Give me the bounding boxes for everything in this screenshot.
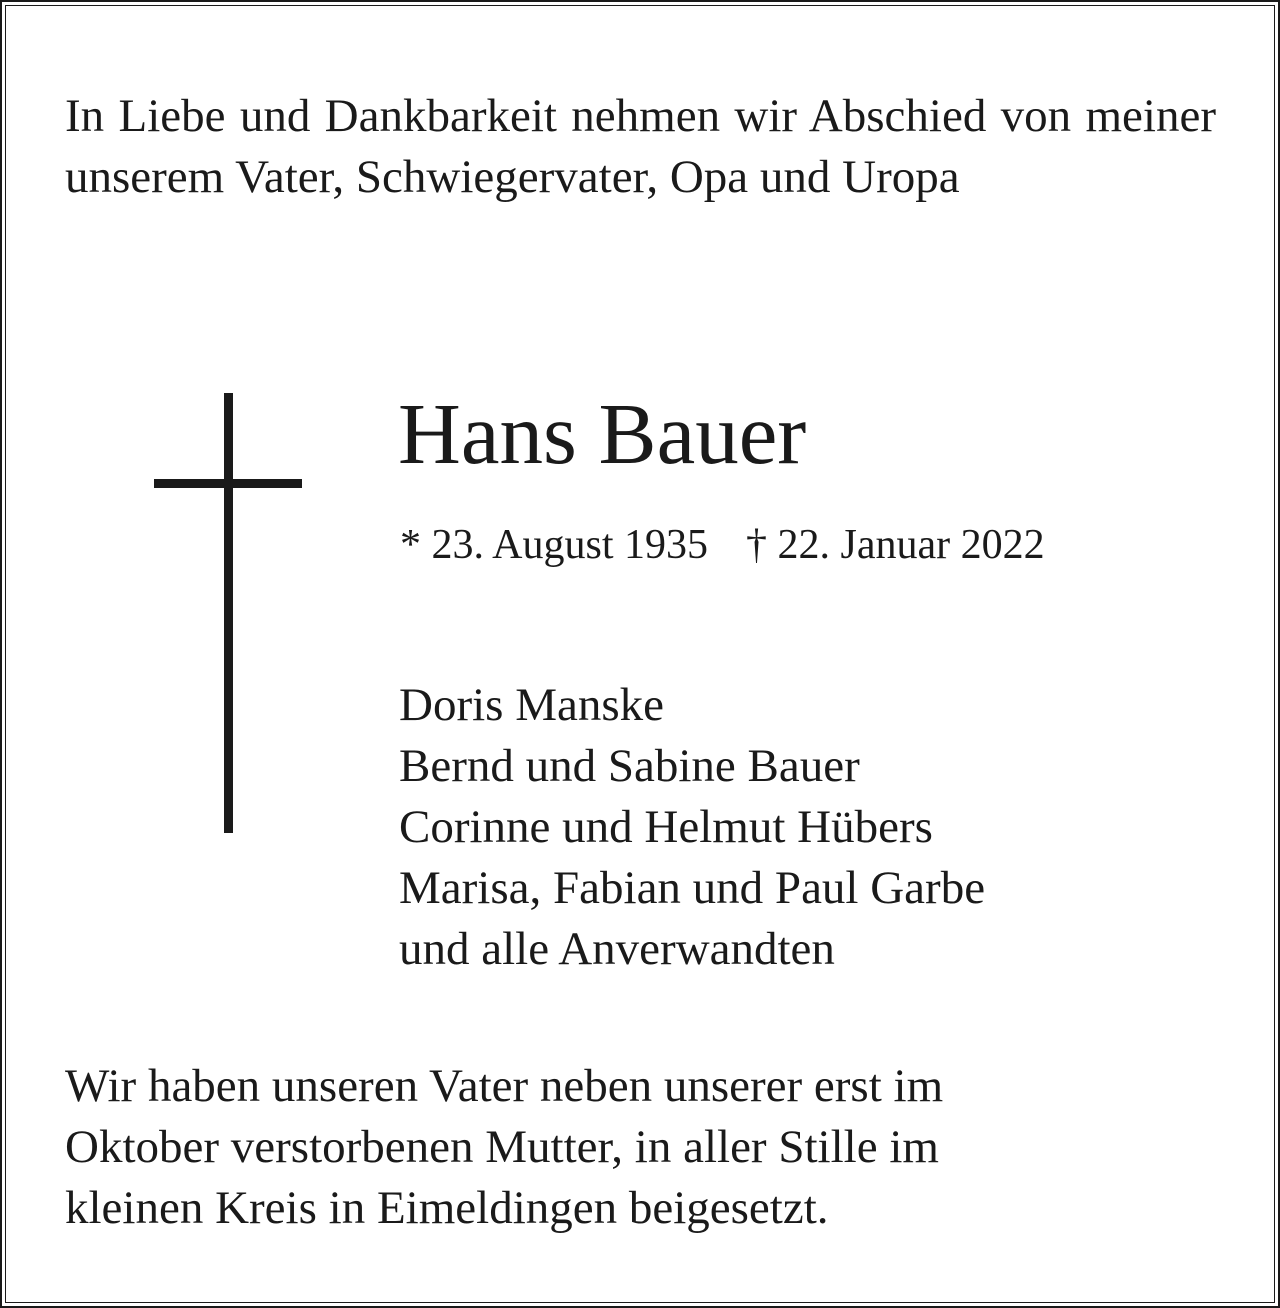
mourners-list — [399, 675, 985, 980]
mourner-line: Bernd und Sabine Bauer — [399, 740, 860, 792]
life-dates — [400, 517, 1045, 573]
closing-line: Oktober verstorbenen Mutter, in aller Stille im — [65, 1121, 939, 1173]
cross-icon — [154, 393, 302, 833]
birth-date: * 23. August 1935 — [400, 522, 709, 568]
deceased-name: Hans Bauer — [398, 385, 807, 482]
cross-vertical-beam — [224, 393, 233, 833]
mourner-line: und alle Anverwandten — [399, 923, 835, 975]
mourner-line: Doris Manske — [399, 679, 664, 731]
mourner-line: Corinne und Helmut Hübers — [399, 801, 933, 853]
intro-text: In Liebe und Dankbarkeit nehmen wir Abschied von meiner unserem Vater, Schwiegervater, Opa und Uropa — [65, 90, 1216, 203]
mourner-line: Marisa, Fabian und Paul Garbe — [399, 862, 986, 914]
closing-line: kleinen Kreis in Eimeldingen beigesetzt. — [65, 1182, 829, 1234]
closing-line: Wir haben unseren Vater neben unserer erst im — [65, 1060, 944, 1112]
closing-text — [65, 1056, 1215, 1239]
death-date: † 22. Januar 2022 — [746, 522, 1045, 568]
cross-horizontal-beam — [154, 479, 302, 488]
